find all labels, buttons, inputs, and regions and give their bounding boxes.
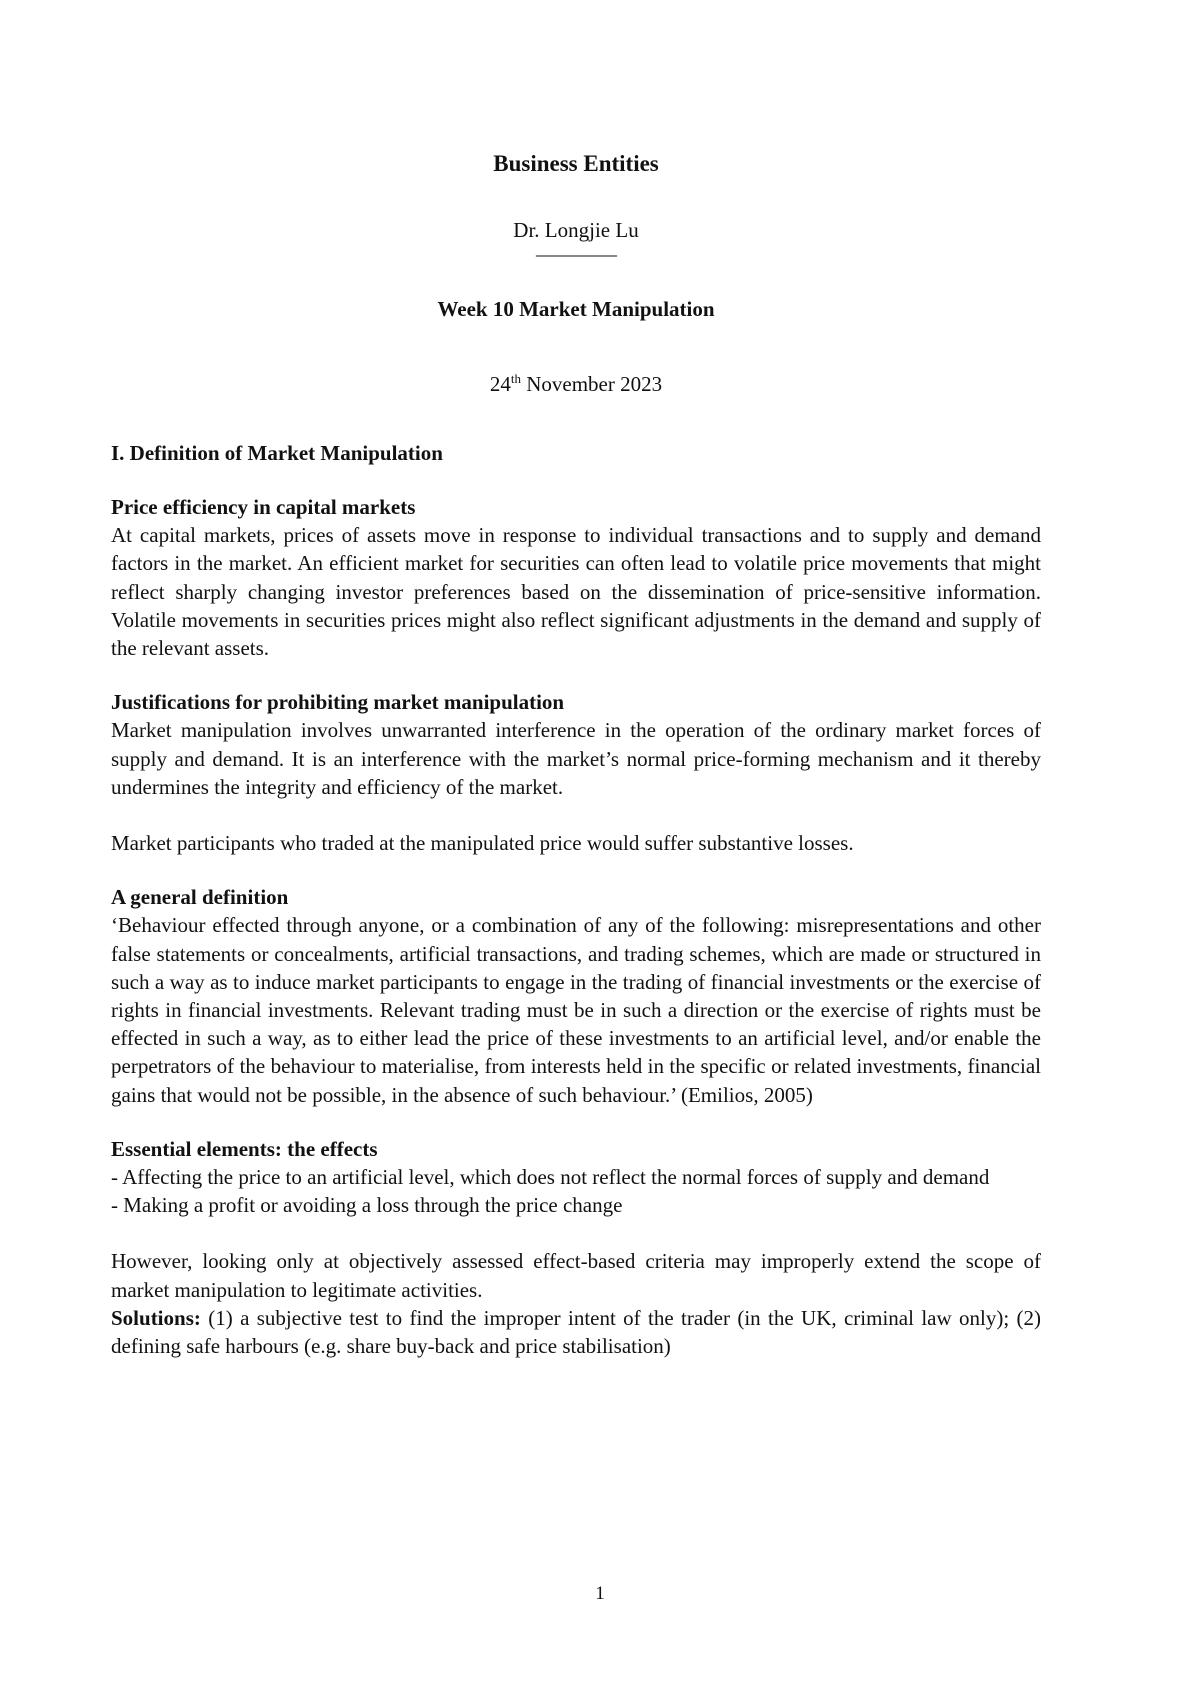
- price-efficiency-paragraph: At capital markets, prices of assets move in response to individual transactions and to supply and demand factors in the market. An efficient market for securities can often lead to volatile price movements that might reflect sharply changing investor preferences based on the dissemination of price-sensitive information. Volatile movements in securities prices might also reflect significant adjustments in the demand and supply of the relevant assets.: [111, 523, 1041, 661]
- date-day: 24: [489, 371, 511, 396]
- document-title: Business Entities: [493, 151, 659, 176]
- losses-paragraph: Market participants who traded at the manipulated price would suffer substantive losses.: [111, 831, 854, 856]
- solutions-text: (1) a subjective test to find the improper intent of the trader (in the UK, criminal law only); (2) defining safe harbours (e.g. share buy-back and price stabilisation): [111, 1305, 1041, 1359]
- author-name: Dr. Longjie Lu: [513, 218, 639, 243]
- week-heading: Week 10 Market Manipulation: [437, 297, 715, 322]
- however-paragraph: However, looking only at objectively assessed effect-based criteria may improperly extend the scope of market manipulation to legitimate activities.: [111, 1249, 1041, 1302]
- general-definition-heading: A general definition: [111, 885, 289, 910]
- solutions-paragraph: [111, 1304, 1041, 1360]
- page-number: 1: [595, 1583, 605, 1604]
- essential-elements-heading: Essential elements: the effects: [111, 1136, 378, 1161]
- date-ordinal-suffix: th: [510, 370, 521, 386]
- justifications-heading: Justifications for prohibiting market manipulation: [111, 690, 565, 715]
- essential-element-item: - Making a profit or avoiding a loss through the price change: [111, 1193, 623, 1218]
- solutions-label: Solutions:: [111, 1305, 201, 1330]
- title-separator: ————: [536, 242, 616, 267]
- lecture-date: [111, 370, 1041, 398]
- page-content: [111, 150, 1041, 1360]
- general-definition-paragraph: ‘Behaviour effected through anyone, or a combination of any of the following: misrepresentations and other false statements or concealments, artificial transactions, and trading schemes, which are made or structured in such a way as to induce market participants to engage in the trading of financial investments or the exercise of rights in financial investments. Relevant trading must be in such a direction or the exercise of rights must be effected in such a way, as to either lead the price of these investments to an artificial level, and/or enable the perpetrators of the behaviour to materialise, from interests held in the specific or related investments, financial gains that would not be possible, in the absence of such behaviour.’ (Emilios, 2005): [111, 913, 1041, 1107]
- price-efficiency-heading: Price efficiency in capital markets: [111, 495, 416, 520]
- date-month-year: November 2023: [520, 371, 663, 396]
- section-heading: I. Definition of Market Manipulation: [111, 440, 443, 465]
- essential-element-item: - Affecting the price to an artificial level, which does not reflect the normal forces of supply and demand: [111, 1165, 990, 1190]
- justifications-paragraph: Market manipulation involves unwarranted interference in the operation of the ordinary market forces of supply and demand. It is an interference with the market’s normal price-forming mechanism and it thereby undermines the integrity and efficiency of the market.: [111, 718, 1041, 799]
